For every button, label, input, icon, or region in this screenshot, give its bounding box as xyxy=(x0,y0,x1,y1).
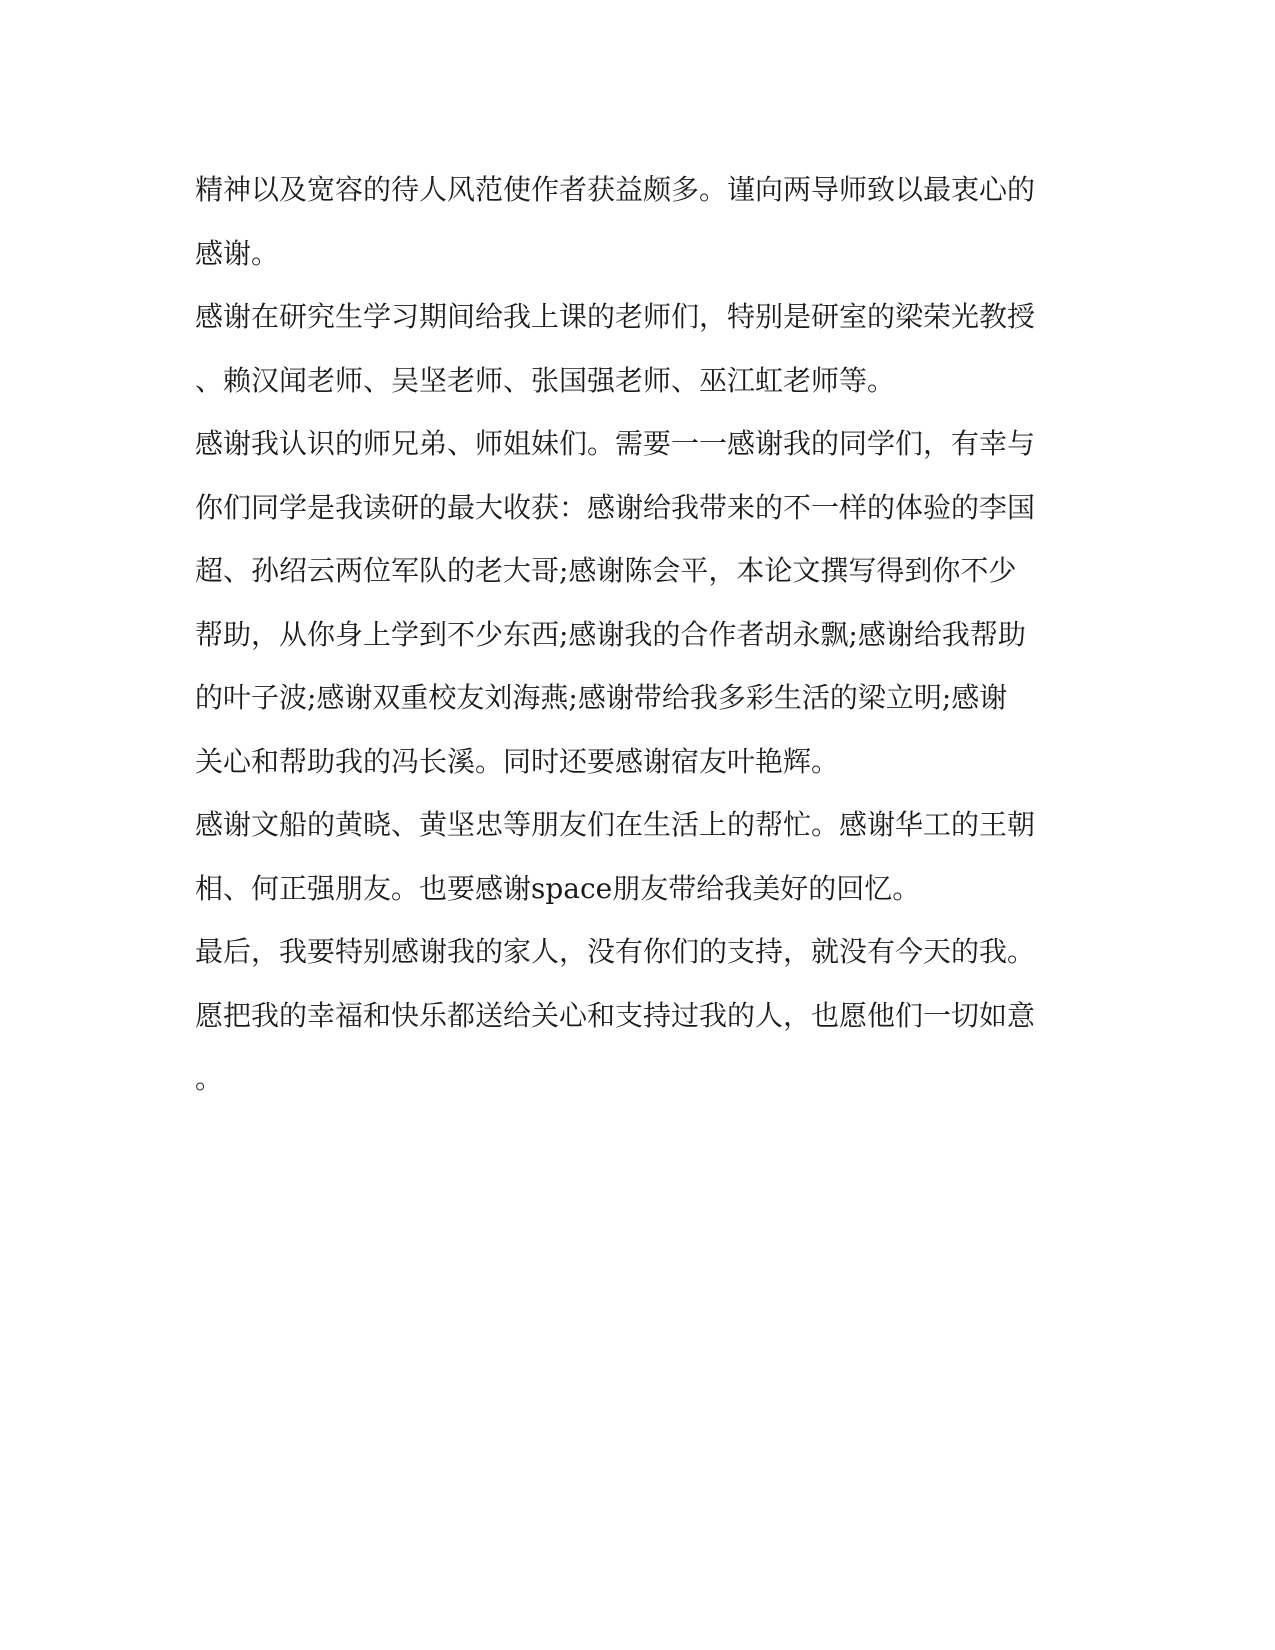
text-line-9: 的叶子波;感谢双重校友刘海燕;感谢带给我多彩生活的梁立明;感谢 xyxy=(195,681,1008,714)
text-line-13: 最后，我要特别感谢我的家人，没有你们的支持，就没有今天的我。 xyxy=(195,935,1036,968)
text-line-3: 感谢在研究生学习期间给我上课的老师们，特别是研室的梁荣光教授 xyxy=(195,300,1036,333)
text-line-5: 感谢我认识的师兄弟、师姐妹们。需要一一感谢我的同学们，有幸与 xyxy=(195,427,1036,460)
text-line-7: 超、孙绍云两位军队的老大哥;感谢陈会平，本论文撰写得到你不少 xyxy=(195,554,1017,587)
text-line-15: 。 xyxy=(195,1062,224,1095)
text-line-8: 帮助，从你身上学到不少东西;感谢我的合作者胡永飘;感谢给我帮助 xyxy=(195,617,1026,651)
text-line-14: 愿把我的幸福和快乐都送给关心和支持过我的人，也愿他们一切如意 xyxy=(195,998,1036,1032)
text-line-6: 你们同学是我读研的最大收获：感谢给我带来的不一样的体验的李国 xyxy=(195,490,1036,524)
acknowledgement-text xyxy=(195,158,1075,1111)
text-line-12: 相、何正强朋友。也要感谢space朋友带给我美好的回忆。 xyxy=(195,871,921,905)
text-line-10: 关心和帮助我的冯长溪。同时还要感谢宿友叶艳辉。 xyxy=(195,744,840,778)
text-line-11: 感谢文船的黄晓、黄坚忠等朋友们在生活上的帮忙。感谢华工的王朝 xyxy=(195,808,1036,841)
text-line-1: 精神以及宽容的待人风范使作者获益颇多。谨向两导师致以最衷心的 xyxy=(195,173,1036,206)
text-line-4: 、赖汉闻老师、吴坚老师、张国强老师、巫江虹老师等。 xyxy=(195,363,896,397)
text-line-2: 感谢。 xyxy=(195,236,280,270)
